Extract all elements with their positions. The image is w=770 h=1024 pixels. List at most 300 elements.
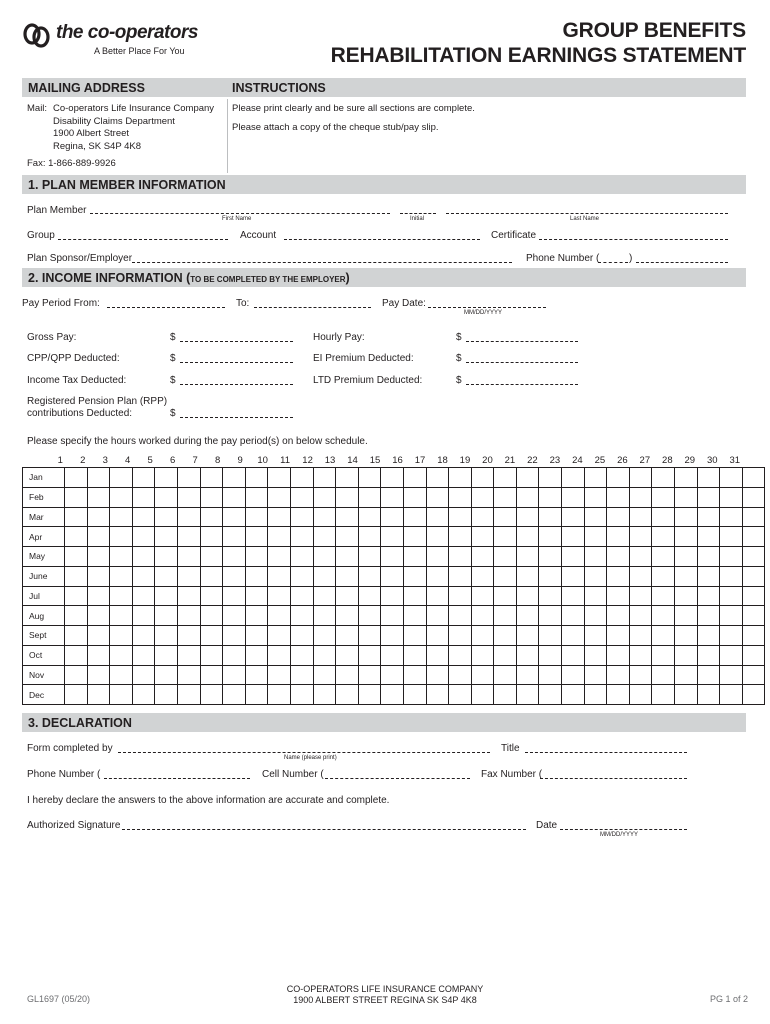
hours-cell[interactable]: [652, 487, 675, 507]
hours-cell[interactable]: [720, 527, 743, 547]
hours-cell[interactable]: [562, 487, 585, 507]
hours-cell[interactable]: [177, 566, 200, 586]
hours-cell[interactable]: [65, 606, 88, 626]
hours-cell[interactable]: [584, 566, 607, 586]
hours-cell[interactable]: [403, 586, 426, 606]
hours-cell[interactable]: [607, 626, 630, 646]
ltd-field[interactable]: [466, 384, 578, 385]
hours-cell[interactable]: [516, 507, 539, 527]
hours-cell[interactable]: [697, 626, 720, 646]
hours-cell[interactable]: [629, 645, 652, 665]
hours-cell[interactable]: [403, 527, 426, 547]
hours-cell[interactable]: [268, 527, 291, 547]
hours-cell[interactable]: [720, 547, 743, 567]
hours-cell[interactable]: [697, 566, 720, 586]
hours-cell[interactable]: [132, 527, 155, 547]
hours-cell[interactable]: [539, 586, 562, 606]
hours-cell[interactable]: [584, 606, 607, 626]
hours-cell[interactable]: [245, 547, 268, 567]
hours-cell[interactable]: [403, 645, 426, 665]
hours-cell[interactable]: [65, 566, 88, 586]
hours-cell[interactable]: [245, 527, 268, 547]
hours-cell[interactable]: [200, 606, 223, 626]
hours-cell[interactable]: [336, 626, 359, 646]
hours-cell[interactable]: [358, 566, 381, 586]
hours-cell[interactable]: [652, 527, 675, 547]
hours-cell[interactable]: [177, 527, 200, 547]
hours-cell[interactable]: [539, 566, 562, 586]
hours-cell[interactable]: [607, 685, 630, 705]
hours-cell[interactable]: [720, 566, 743, 586]
hours-cell[interactable]: [358, 606, 381, 626]
hours-cell[interactable]: [200, 645, 223, 665]
hours-cell[interactable]: [200, 487, 223, 507]
hours-cell[interactable]: [110, 626, 133, 646]
hours-cell[interactable]: [539, 487, 562, 507]
hours-cell[interactable]: [132, 468, 155, 488]
hours-cell[interactable]: [471, 507, 494, 527]
decl-phone-field[interactable]: [104, 778, 250, 779]
hours-cell[interactable]: [449, 606, 472, 626]
sponsor-field[interactable]: [132, 262, 512, 263]
hours-cell[interactable]: [697, 645, 720, 665]
hours-cell[interactable]: [516, 626, 539, 646]
hours-cell[interactable]: [358, 527, 381, 547]
hours-cell[interactable]: [155, 507, 178, 527]
hours-cell[interactable]: [200, 527, 223, 547]
hours-cell[interactable]: [336, 507, 359, 527]
income-tax-field[interactable]: [180, 384, 293, 385]
ei-field[interactable]: [466, 362, 578, 363]
hours-cell[interactable]: [87, 665, 110, 685]
hours-cell[interactable]: [652, 468, 675, 488]
hours-cell[interactable]: [245, 665, 268, 685]
hours-cell[interactable]: [336, 487, 359, 507]
first-name-field[interactable]: [90, 213, 390, 214]
hours-cell[interactable]: [155, 468, 178, 488]
hours-cell[interactable]: [562, 507, 585, 527]
hours-cell[interactable]: [720, 468, 743, 488]
hours-cell[interactable]: [471, 527, 494, 547]
hours-cell[interactable]: [494, 468, 517, 488]
hours-cell[interactable]: [449, 547, 472, 567]
hours-cell[interactable]: [742, 507, 765, 527]
hours-cell[interactable]: [87, 586, 110, 606]
hours-cell[interactable]: [336, 606, 359, 626]
hours-cell[interactable]: [290, 507, 313, 527]
hours-cell[interactable]: [223, 487, 246, 507]
hours-cell[interactable]: [110, 586, 133, 606]
hours-cell[interactable]: [268, 566, 291, 586]
hours-cell[interactable]: [584, 626, 607, 646]
hours-cell[interactable]: [110, 645, 133, 665]
hours-cell[interactable]: [155, 685, 178, 705]
hours-cell[interactable]: [110, 606, 133, 626]
hours-cell[interactable]: [200, 547, 223, 567]
hours-cell[interactable]: [87, 645, 110, 665]
hours-cell[interactable]: [87, 468, 110, 488]
hours-cell[interactable]: [381, 606, 404, 626]
hours-cell[interactable]: [87, 566, 110, 586]
pay-period-from-field[interactable]: [107, 307, 225, 308]
hours-cell[interactable]: [516, 586, 539, 606]
hours-cell[interactable]: [313, 665, 336, 685]
hours-cell[interactable]: [358, 645, 381, 665]
hours-cell[interactable]: [494, 527, 517, 547]
hours-cell[interactable]: [607, 645, 630, 665]
hourly-pay-field[interactable]: [466, 341, 578, 342]
hours-cell[interactable]: [652, 665, 675, 685]
hours-cell[interactable]: [516, 606, 539, 626]
hours-cell[interactable]: [268, 645, 291, 665]
hours-cell[interactable]: [65, 507, 88, 527]
hours-cell[interactable]: [584, 487, 607, 507]
hours-cell[interactable]: [584, 665, 607, 685]
hours-cell[interactable]: [607, 468, 630, 488]
hours-cell[interactable]: [426, 566, 449, 586]
hours-cell[interactable]: [516, 685, 539, 705]
pay-date-field[interactable]: [428, 307, 546, 308]
hours-cell[interactable]: [742, 468, 765, 488]
hours-cell[interactable]: [290, 665, 313, 685]
hours-cell[interactable]: [675, 626, 698, 646]
hours-cell[interactable]: [87, 487, 110, 507]
hours-cell[interactable]: [426, 665, 449, 685]
hours-cell[interactable]: [697, 665, 720, 685]
hours-cell[interactable]: [155, 566, 178, 586]
hours-cell[interactable]: [155, 665, 178, 685]
hours-cell[interactable]: [268, 626, 291, 646]
hours-cell[interactable]: [132, 547, 155, 567]
rpp-field[interactable]: [180, 417, 293, 418]
hours-cell[interactable]: [449, 566, 472, 586]
hours-cell[interactable]: [110, 487, 133, 507]
gross-pay-field[interactable]: [180, 341, 293, 342]
hours-cell[interactable]: [358, 665, 381, 685]
hours-cell[interactable]: [539, 527, 562, 547]
hours-cell[interactable]: [65, 626, 88, 646]
hours-cell[interactable]: [313, 685, 336, 705]
hours-cell[interactable]: [381, 547, 404, 567]
hours-cell[interactable]: [245, 626, 268, 646]
hours-cell[interactable]: [471, 487, 494, 507]
hours-cell[interactable]: [675, 665, 698, 685]
hours-cell[interactable]: [539, 547, 562, 567]
hours-cell[interactable]: [720, 665, 743, 685]
hours-cell[interactable]: [110, 507, 133, 527]
hours-cell[interactable]: [245, 645, 268, 665]
hours-cell[interactable]: [471, 645, 494, 665]
hours-cell[interactable]: [426, 626, 449, 646]
hours-cell[interactable]: [381, 566, 404, 586]
hours-cell[interactable]: [675, 547, 698, 567]
hours-cell[interactable]: [177, 487, 200, 507]
hours-cell[interactable]: [200, 586, 223, 606]
hours-cell[interactable]: [516, 566, 539, 586]
hours-cell[interactable]: [223, 606, 246, 626]
hours-cell[interactable]: [290, 487, 313, 507]
hours-cell[interactable]: [742, 626, 765, 646]
hours-cell[interactable]: [65, 468, 88, 488]
group-field[interactable]: [58, 239, 228, 240]
hours-cell[interactable]: [155, 626, 178, 646]
hours-cell[interactable]: [87, 547, 110, 567]
hours-cell[interactable]: [290, 626, 313, 646]
cpp-field[interactable]: [180, 362, 293, 363]
hours-cell[interactable]: [65, 586, 88, 606]
hours-cell[interactable]: [336, 468, 359, 488]
hours-cell[interactable]: [110, 527, 133, 547]
hours-cell[interactable]: [539, 685, 562, 705]
hours-cell[interactable]: [584, 468, 607, 488]
hours-cell[interactable]: [336, 685, 359, 705]
hours-cell[interactable]: [155, 487, 178, 507]
hours-cell[interactable]: [358, 547, 381, 567]
hours-cell[interactable]: [652, 626, 675, 646]
hours-cell[interactable]: [629, 606, 652, 626]
hours-cell[interactable]: [245, 487, 268, 507]
hours-cell[interactable]: [358, 487, 381, 507]
phone-number-field[interactable]: [636, 262, 728, 263]
hours-cell[interactable]: [426, 606, 449, 626]
hours-cell[interactable]: [652, 586, 675, 606]
hours-cell[interactable]: [200, 665, 223, 685]
hours-cell[interactable]: [720, 606, 743, 626]
hours-cell[interactable]: [65, 527, 88, 547]
hours-cell[interactable]: [471, 606, 494, 626]
hours-cell[interactable]: [223, 547, 246, 567]
hours-cell[interactable]: [449, 665, 472, 685]
hours-cell[interactable]: [720, 507, 743, 527]
hours-cell[interactable]: [177, 645, 200, 665]
hours-cell[interactable]: [584, 645, 607, 665]
hours-cell[interactable]: [449, 487, 472, 507]
hours-cell[interactable]: [742, 527, 765, 547]
hours-cell[interactable]: [742, 665, 765, 685]
certificate-field[interactable]: [539, 239, 728, 240]
hours-cell[interactable]: [358, 468, 381, 488]
hours-cell[interactable]: [516, 487, 539, 507]
hours-cell[interactable]: [697, 547, 720, 567]
hours-cell[interactable]: [381, 626, 404, 646]
hours-cell[interactable]: [65, 665, 88, 685]
hours-cell[interactable]: [403, 685, 426, 705]
hours-cell[interactable]: [223, 685, 246, 705]
fax-field[interactable]: [540, 778, 687, 779]
hours-cell[interactable]: [494, 606, 517, 626]
hours-cell[interactable]: [449, 527, 472, 547]
hours-cell[interactable]: [494, 507, 517, 527]
hours-cell[interactable]: [87, 507, 110, 527]
hours-cell[interactable]: [697, 685, 720, 705]
hours-cell[interactable]: [313, 626, 336, 646]
hours-cell[interactable]: [471, 547, 494, 567]
hours-cell[interactable]: [449, 685, 472, 705]
hours-cell[interactable]: [426, 507, 449, 527]
hours-cell[interactable]: [381, 685, 404, 705]
hours-cell[interactable]: [268, 685, 291, 705]
hours-cell[interactable]: [629, 507, 652, 527]
hours-cell[interactable]: [675, 527, 698, 547]
hours-cell[interactable]: [449, 586, 472, 606]
hours-cell[interactable]: [494, 626, 517, 646]
hours-cell[interactable]: [381, 487, 404, 507]
hours-cell[interactable]: [223, 626, 246, 646]
hours-cell[interactable]: [313, 547, 336, 567]
hours-cell[interactable]: [223, 665, 246, 685]
hours-cell[interactable]: [223, 586, 246, 606]
hours-cell[interactable]: [268, 468, 291, 488]
hours-cell[interactable]: [607, 507, 630, 527]
hours-cell[interactable]: [471, 665, 494, 685]
hours-cell[interactable]: [562, 685, 585, 705]
hours-cell[interactable]: [629, 665, 652, 685]
hours-cell[interactable]: [742, 606, 765, 626]
hours-cell[interactable]: [629, 566, 652, 586]
hours-cell[interactable]: [313, 507, 336, 527]
hours-cell[interactable]: [562, 527, 585, 547]
hours-cell[interactable]: [290, 586, 313, 606]
hours-cell[interactable]: [381, 527, 404, 547]
hours-cell[interactable]: [110, 547, 133, 567]
hours-cell[interactable]: [177, 586, 200, 606]
hours-cell[interactable]: [87, 685, 110, 705]
hours-cell[interactable]: [607, 566, 630, 586]
hours-cell[interactable]: [652, 566, 675, 586]
hours-cell[interactable]: [245, 685, 268, 705]
hours-cell[interactable]: [313, 487, 336, 507]
hours-cell[interactable]: [742, 685, 765, 705]
hours-cell[interactable]: [607, 586, 630, 606]
hours-cell[interactable]: [652, 685, 675, 705]
hours-cell[interactable]: [336, 645, 359, 665]
hours-cell[interactable]: [313, 645, 336, 665]
hours-cell[interactable]: [629, 586, 652, 606]
title-field[interactable]: [525, 752, 687, 753]
hours-cell[interactable]: [562, 626, 585, 646]
hours-cell[interactable]: [584, 547, 607, 567]
hours-cell[interactable]: [629, 626, 652, 646]
hours-cell[interactable]: [494, 547, 517, 567]
hours-cell[interactable]: [110, 665, 133, 685]
hours-cell[interactable]: [381, 645, 404, 665]
initial-field[interactable]: [400, 213, 436, 214]
hours-cell[interactable]: [381, 468, 404, 488]
hours-cell[interactable]: [562, 468, 585, 488]
hours-cell[interactable]: [403, 487, 426, 507]
hours-cell[interactable]: [720, 626, 743, 646]
hours-cell[interactable]: [268, 487, 291, 507]
hours-cell[interactable]: [471, 468, 494, 488]
hours-cell[interactable]: [200, 507, 223, 527]
hours-cell[interactable]: [155, 547, 178, 567]
hours-cell[interactable]: [290, 527, 313, 547]
hours-cell[interactable]: [290, 468, 313, 488]
signature-field[interactable]: [122, 829, 526, 830]
last-name-field[interactable]: [446, 213, 728, 214]
hours-cell[interactable]: [471, 586, 494, 606]
hours-cell[interactable]: [562, 606, 585, 626]
hours-cell[interactable]: [426, 645, 449, 665]
hours-cell[interactable]: [268, 586, 291, 606]
hours-cell[interactable]: [562, 665, 585, 685]
hours-cell[interactable]: [268, 547, 291, 567]
hours-cell[interactable]: [132, 665, 155, 685]
hours-cell[interactable]: [539, 507, 562, 527]
hours-cell[interactable]: [403, 665, 426, 685]
hours-cell[interactable]: [313, 586, 336, 606]
hours-cell[interactable]: [290, 645, 313, 665]
hours-cell[interactable]: [652, 606, 675, 626]
hours-cell[interactable]: [607, 547, 630, 567]
hours-cell[interactable]: [562, 566, 585, 586]
hours-cell[interactable]: [426, 586, 449, 606]
hours-cell[interactable]: [336, 586, 359, 606]
hours-cell[interactable]: [494, 566, 517, 586]
hours-cell[interactable]: [720, 685, 743, 705]
hours-cell[interactable]: [494, 586, 517, 606]
hours-cell[interactable]: [697, 468, 720, 488]
hours-cell[interactable]: [652, 547, 675, 567]
hours-cell[interactable]: [177, 547, 200, 567]
hours-cell[interactable]: [358, 685, 381, 705]
hours-cell[interactable]: [516, 645, 539, 665]
hours-cell[interactable]: [742, 566, 765, 586]
hours-cell[interactable]: [200, 566, 223, 586]
hours-cell[interactable]: [155, 606, 178, 626]
account-field[interactable]: [284, 239, 480, 240]
hours-cell[interactable]: [177, 665, 200, 685]
hours-cell[interactable]: [403, 606, 426, 626]
hours-cell[interactable]: [245, 586, 268, 606]
hours-cell[interactable]: [449, 507, 472, 527]
hours-cell[interactable]: [132, 685, 155, 705]
hours-cell[interactable]: [607, 487, 630, 507]
hours-cell[interactable]: [539, 626, 562, 646]
hours-cell[interactable]: [132, 487, 155, 507]
hours-cell[interactable]: [403, 468, 426, 488]
hours-cell[interactable]: [65, 645, 88, 665]
hours-cell[interactable]: [223, 468, 246, 488]
hours-cell[interactable]: [742, 547, 765, 567]
hours-cell[interactable]: [313, 606, 336, 626]
hours-cell[interactable]: [290, 547, 313, 567]
hours-cell[interactable]: [358, 507, 381, 527]
hours-cell[interactable]: [403, 507, 426, 527]
hours-cell[interactable]: [675, 487, 698, 507]
hours-cell[interactable]: [336, 547, 359, 567]
hours-cell[interactable]: [87, 527, 110, 547]
phone-area-field[interactable]: [598, 262, 628, 263]
hours-cell[interactable]: [426, 685, 449, 705]
hours-cell[interactable]: [177, 685, 200, 705]
hours-cell[interactable]: [584, 586, 607, 606]
hours-cell[interactable]: [358, 626, 381, 646]
hours-cell[interactable]: [584, 507, 607, 527]
hours-cell[interactable]: [245, 507, 268, 527]
hours-cell[interactable]: [539, 606, 562, 626]
hours-cell[interactable]: [539, 468, 562, 488]
hours-cell[interactable]: [742, 645, 765, 665]
hours-cell[interactable]: [313, 468, 336, 488]
hours-cell[interactable]: [200, 626, 223, 646]
hours-cell[interactable]: [290, 566, 313, 586]
hours-cell[interactable]: [697, 606, 720, 626]
hours-cell[interactable]: [155, 527, 178, 547]
hours-cell[interactable]: [471, 685, 494, 705]
hours-cell[interactable]: [494, 487, 517, 507]
cell-field[interactable]: [325, 778, 470, 779]
